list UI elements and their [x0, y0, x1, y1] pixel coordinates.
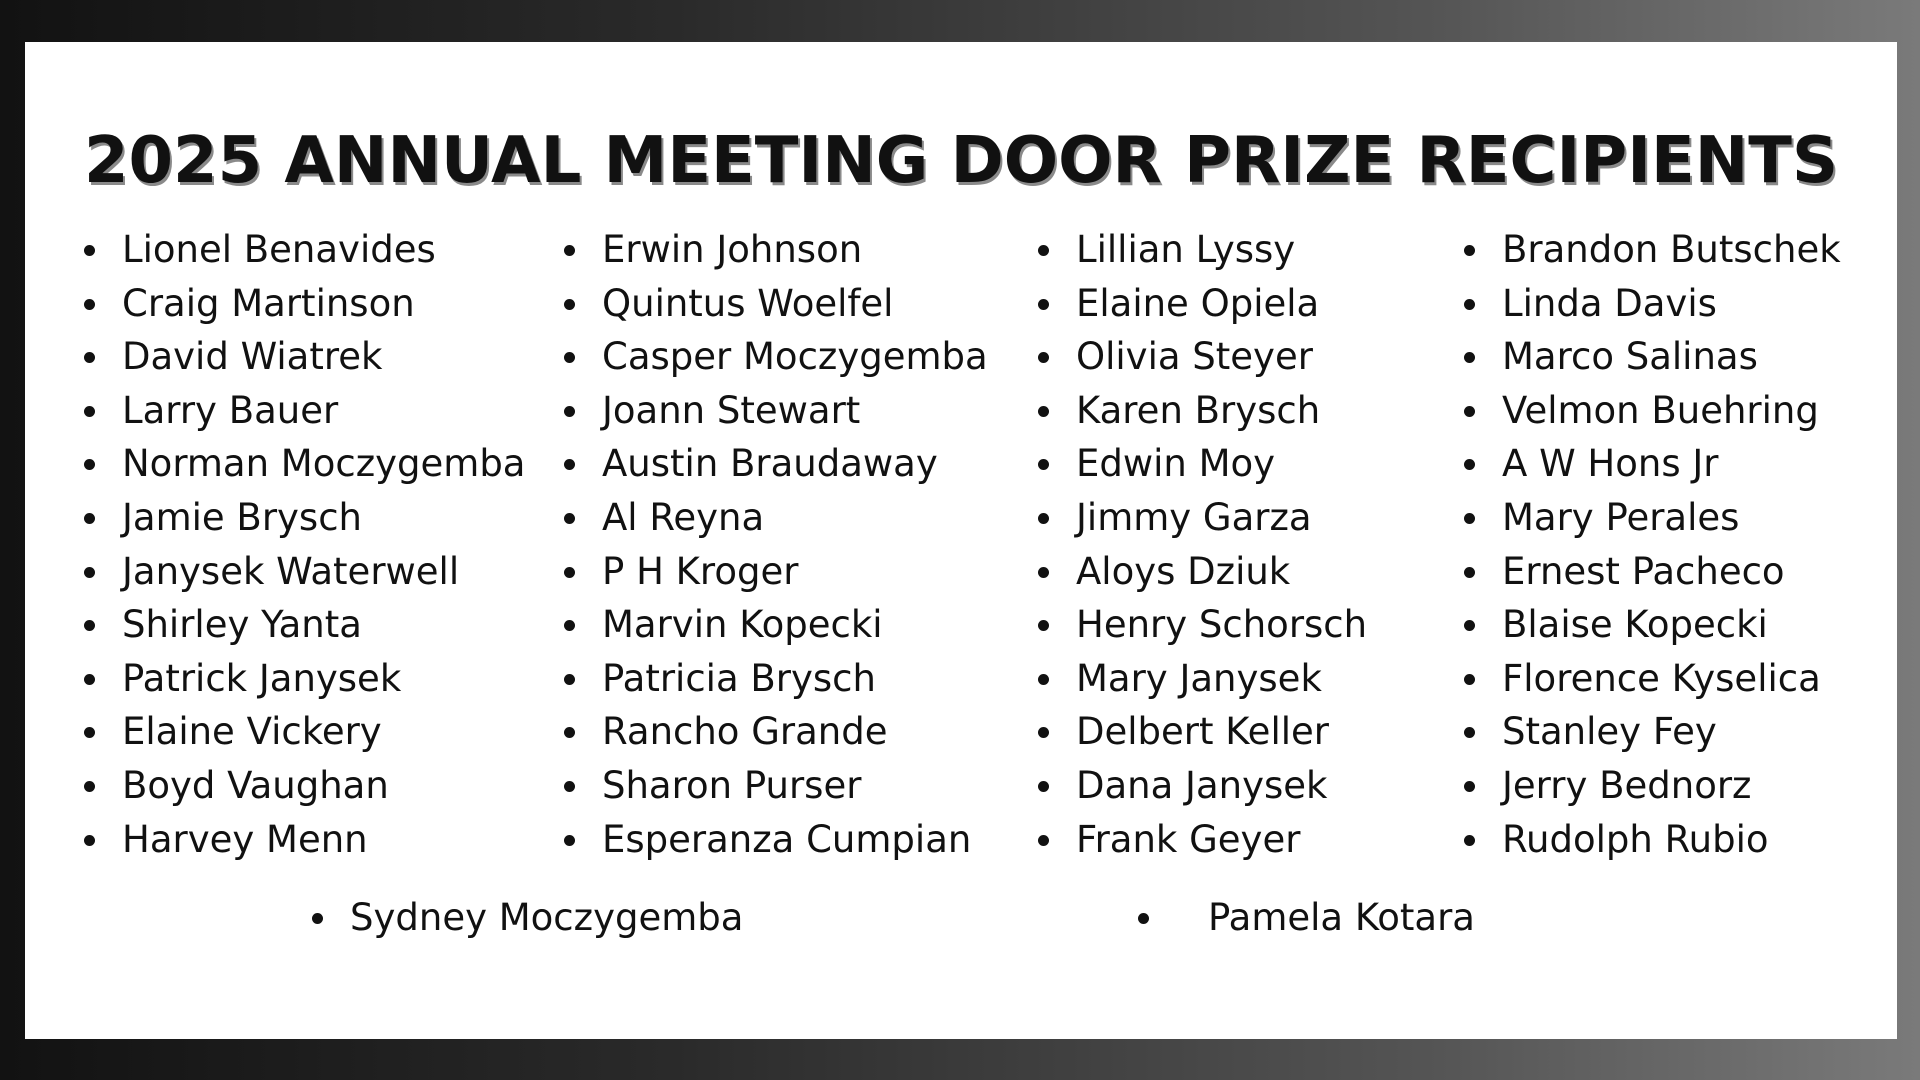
recipient-name: Esperanza Cumpian: [602, 817, 972, 861]
bullet-icon: [1038, 352, 1049, 363]
list-item: [1464, 277, 1841, 331]
list-item: [1038, 223, 1367, 277]
bullet-icon: [84, 727, 95, 738]
recipient-name: Jerry Bednorz: [1502, 763, 1752, 807]
list-item: [84, 759, 525, 813]
recipient-name: Rudolph Rubio: [1502, 817, 1769, 861]
bullet-icon: [564, 567, 575, 578]
recipient-name: P H Kroger: [602, 549, 799, 593]
recipient-name: Edwin Moy: [1076, 442, 1276, 486]
recipient-name: Frank Geyer: [1076, 817, 1301, 861]
list-item: [564, 545, 988, 599]
bullet-icon: [84, 406, 95, 417]
list-item: [1038, 384, 1367, 438]
bullet-icon: [84, 352, 95, 363]
recipient-name: Dana Janysek: [1076, 763, 1328, 807]
list-item: [1038, 545, 1367, 599]
bullet-icon: [564, 674, 575, 685]
bullet-icon: [84, 459, 95, 470]
recipient-name: Elaine Vickery: [122, 710, 382, 754]
list-item: [564, 652, 988, 706]
recipient-name: Patrick Janysek: [122, 656, 402, 700]
list-item: [1038, 705, 1367, 759]
recipient-name: Patricia Brysch: [602, 656, 876, 700]
bullet-icon: [1138, 913, 1149, 924]
recipient-name: Blaise Kopecki: [1502, 603, 1768, 647]
bullet-icon: [1464, 620, 1475, 631]
list-item: [84, 491, 525, 545]
bullet-icon: [564, 835, 575, 846]
recipient-name: Shirley Yanta: [122, 603, 362, 647]
bullet-icon: [1464, 245, 1475, 256]
recipient-name: Harvey Menn: [122, 817, 368, 861]
list-item: [564, 330, 988, 384]
list-item: [1464, 759, 1841, 813]
bullet-icon: [1464, 459, 1475, 470]
recipient-name: Quintus Woelfel: [602, 281, 894, 325]
bullet-icon: [84, 513, 95, 524]
bullet-icon: [84, 245, 95, 256]
list-item: [564, 813, 988, 867]
recipient-column-3: [1038, 223, 1367, 866]
recipient-name: Linda Davis: [1502, 281, 1717, 325]
bullet-icon: [1464, 727, 1475, 738]
list-item: [84, 330, 525, 384]
bullet-icon: [1464, 781, 1475, 792]
recipient-name: Pamela Kotara: [1208, 896, 1475, 939]
list-item: [1038, 598, 1367, 652]
bullet-icon: [564, 513, 575, 524]
recipient-name: Brandon Butschek: [1502, 228, 1841, 271]
list-item: [564, 437, 988, 491]
list-item: [564, 223, 988, 277]
bullet-icon: [564, 620, 575, 631]
recipient-column-2: [564, 223, 988, 866]
recipient-name: Larry Bauer: [122, 388, 339, 432]
page-title: 2025 ANNUAL MEETING DOOR PRIZE RECIPIENTS: [83, 124, 1839, 198]
bullet-icon: [1038, 513, 1049, 524]
list-item: [564, 759, 988, 813]
list-item: [1464, 384, 1841, 438]
bullet-icon: [1038, 459, 1049, 470]
bullet-icon: [1038, 245, 1049, 256]
bullet-icon: [1464, 513, 1475, 524]
bullet-icon: [1038, 406, 1049, 417]
list-item: [84, 384, 525, 438]
recipient-column-4: [1464, 223, 1841, 866]
bullet-icon: [84, 620, 95, 631]
list-item: [1464, 598, 1841, 652]
list-item: [1464, 330, 1841, 384]
recipient-name: Elaine Opiela: [1076, 281, 1320, 325]
bullet-icon: [1038, 299, 1049, 310]
recipient-name: Joann Stewart: [602, 388, 861, 432]
recipient-name: Janysek Waterwell: [122, 549, 460, 593]
recipient-name: Boyd Vaughan: [122, 763, 389, 807]
bullet-icon: [564, 727, 575, 738]
list-item: [1464, 491, 1841, 545]
bullet-icon: [312, 913, 323, 924]
recipient-name: Velmon Buehring: [1502, 388, 1819, 432]
recipient-name: Lionel Benavides: [122, 228, 436, 271]
recipient-name: Jamie Brysch: [122, 495, 362, 539]
recipient-name: Lillian Lyssy: [1076, 228, 1296, 271]
list-item: [84, 652, 525, 706]
list-item: [312, 891, 743, 945]
recipient-name: Henry Schorsch: [1076, 603, 1368, 647]
recipient-name: Delbert Keller: [1076, 710, 1329, 754]
list-item: [1464, 652, 1841, 706]
list-item: [564, 277, 988, 331]
recipient-name: Jimmy Garza: [1076, 495, 1312, 539]
recipient-name: Ernest Pacheco: [1502, 549, 1785, 593]
bullet-icon: [84, 781, 95, 792]
list-item: [84, 437, 525, 491]
bullet-icon: [84, 674, 95, 685]
recipient-name: Casper Moczygemba: [602, 335, 988, 379]
list-item: [84, 545, 525, 599]
recipient-name: Stanley Fey: [1502, 710, 1717, 754]
list-item: [1464, 705, 1841, 759]
recipient-name: A W Hons Jr: [1502, 442, 1719, 486]
bullet-icon: [1038, 620, 1049, 631]
bullet-icon: [564, 245, 575, 256]
bullet-icon: [84, 567, 95, 578]
recipient-name: Florence Kyselica: [1502, 656, 1821, 700]
list-item: [1038, 437, 1367, 491]
list-item: [564, 705, 988, 759]
list-item: [1038, 813, 1367, 867]
recipient-name: Al Reyna: [602, 495, 765, 539]
bullet-icon: [1464, 835, 1475, 846]
recipient-name: Olivia Steyer: [1076, 335, 1313, 379]
recipient-name: Sharon Purser: [602, 763, 862, 807]
bullet-icon: [1464, 299, 1475, 310]
list-item: [1464, 813, 1841, 867]
list-item: [84, 705, 525, 759]
bullet-icon: [564, 299, 575, 310]
bullet-icon: [1038, 781, 1049, 792]
recipient-name: Mary Janysek: [1076, 656, 1322, 700]
list-item: [564, 491, 988, 545]
bullet-icon: [1464, 406, 1475, 417]
recipient-name: Craig Martinson: [122, 281, 415, 325]
bullet-icon: [1038, 727, 1049, 738]
bullet-icon: [1038, 835, 1049, 846]
list-item: [84, 277, 525, 331]
list-item: [1038, 277, 1367, 331]
list-item: [1464, 437, 1841, 491]
bullet-icon: [84, 299, 95, 310]
list-item: [564, 598, 988, 652]
bullet-icon: [564, 459, 575, 470]
bullet-icon: [1038, 674, 1049, 685]
bullet-icon: [564, 781, 575, 792]
list-item: [1038, 759, 1367, 813]
recipient-column-1: [84, 223, 525, 866]
bullet-icon: [1038, 567, 1049, 578]
list-item: [564, 384, 988, 438]
list-item: [84, 223, 525, 277]
recipient-name: Aloys Dziuk: [1076, 549, 1291, 593]
recipient-name: Karen Brysch: [1076, 388, 1321, 432]
recipient-name: Rancho Grande: [602, 710, 888, 754]
recipient-name: Norman Moczygemba: [122, 442, 526, 486]
list-item: [1138, 891, 1475, 945]
bullet-icon: [564, 352, 575, 363]
list-item: [1038, 652, 1367, 706]
list-item: [1038, 330, 1367, 384]
bullet-icon: [1464, 674, 1475, 685]
bullet-icon: [1464, 567, 1475, 578]
bullet-icon: [1464, 352, 1475, 363]
list-item: [84, 813, 525, 867]
recipient-name: Erwin Johnson: [602, 228, 863, 271]
list-item: [1038, 491, 1367, 545]
recipient-name: Sydney Moczygemba: [350, 896, 744, 939]
list-item: [84, 598, 525, 652]
recipient-name: Marco Salinas: [1502, 335, 1758, 379]
recipient-name: Austin Braudaway: [602, 442, 938, 486]
recipient-name: David Wiatrek: [122, 335, 383, 379]
recipient-name: Marvin Kopecki: [602, 603, 883, 647]
bullet-icon: [564, 406, 575, 417]
list-item: [1464, 223, 1841, 277]
list-item: [1464, 545, 1841, 599]
bullet-icon: [84, 835, 95, 846]
recipient-name: Mary Perales: [1502, 495, 1740, 539]
